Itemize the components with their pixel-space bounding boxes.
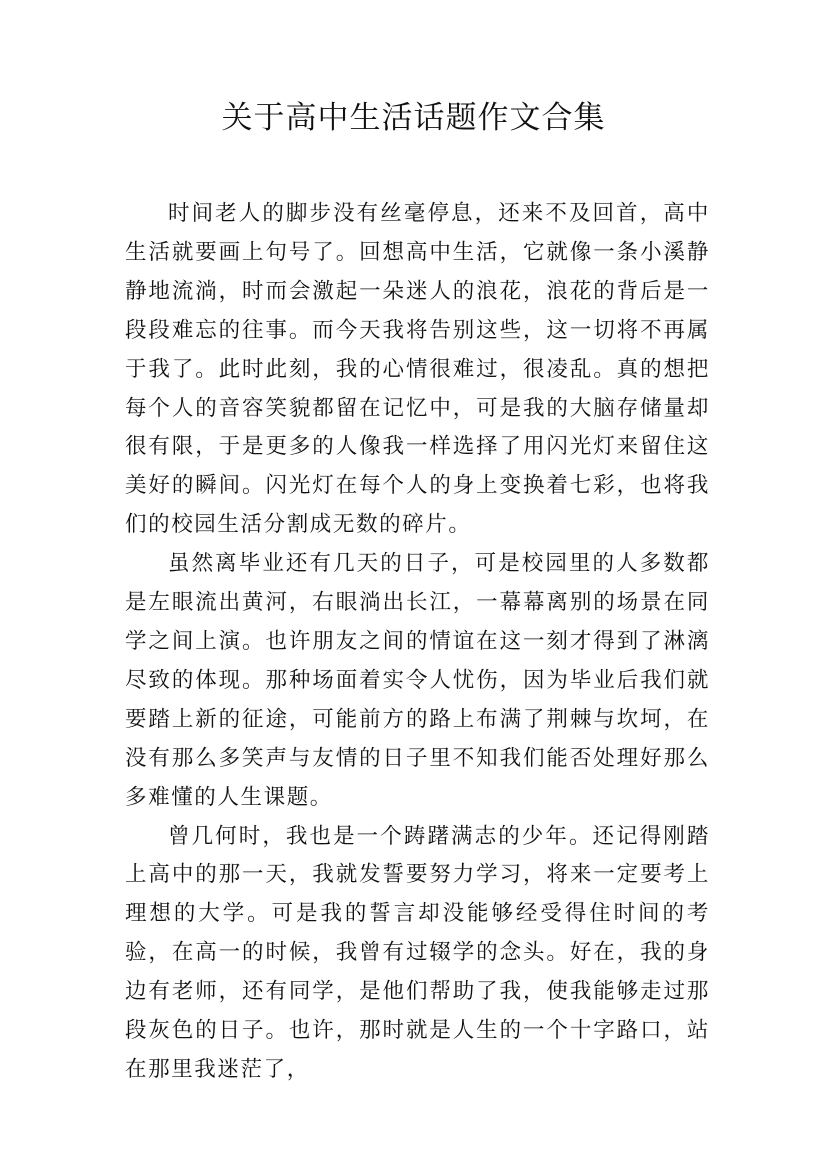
paragraph-2: 虽然离毕业还有几天的日子，可是校园里的人多数都是左眼流出黄河，右眼淌出长江，一幕幕离别的场景在同学之间上演。也许朋友之间的情谊在这一刻才得到了淋漓尽致的体现。那种场面着实令人忧伤，因为毕业后我们就要踏上新的征途，可能前方的路上布满了荆棘与坎坷，在没有那么多笑声与友情的日子里不知我们能否处理好那么多难懂的人生课题。	[125, 551, 710, 810]
document-body	[125, 195, 710, 1090]
document-title: 关于高中生活话题作文合集	[221, 100, 606, 136]
paragraph-1: 时间老人的脚步没有丝毫停息，还来不及回首，高中生活就要画上句号了。回想高中生活，它就像一条小溪静静地流淌，时而会激起一朵迷人的浪花，浪花的背后是一段段难忘的往事。而今天我将告别这些，这一切将不再属于我了。此时此刻，我的心情很难过，很凌乱。真的想把每个人的音容笑貌都留在记忆中，可是我的大脑存储量却很有限，于是更多的人像我一样选择了用闪光灯来留住这美好的瞬间。闪光灯在每个人的身上变换着七彩，也将我们的校园生活分割成无数的碎片。	[125, 201, 710, 538]
paragraph-3: 曾几何时，我也是一个踌躇满志的少年。还记得刚踏上高中的那一天，我就发誓要努力学习，将来一定要考上理想的大学。可是我的誓言却没能够经受得住时间的考验，在高一的时候，我曾有过辍学的念头。好在，我的身边有老师，还有同学，是他们帮助了我，使我能够走过那段灰色的日子。也许，那时就是人生的一个十字路口，站在那里我迷茫了，	[125, 823, 710, 1082]
